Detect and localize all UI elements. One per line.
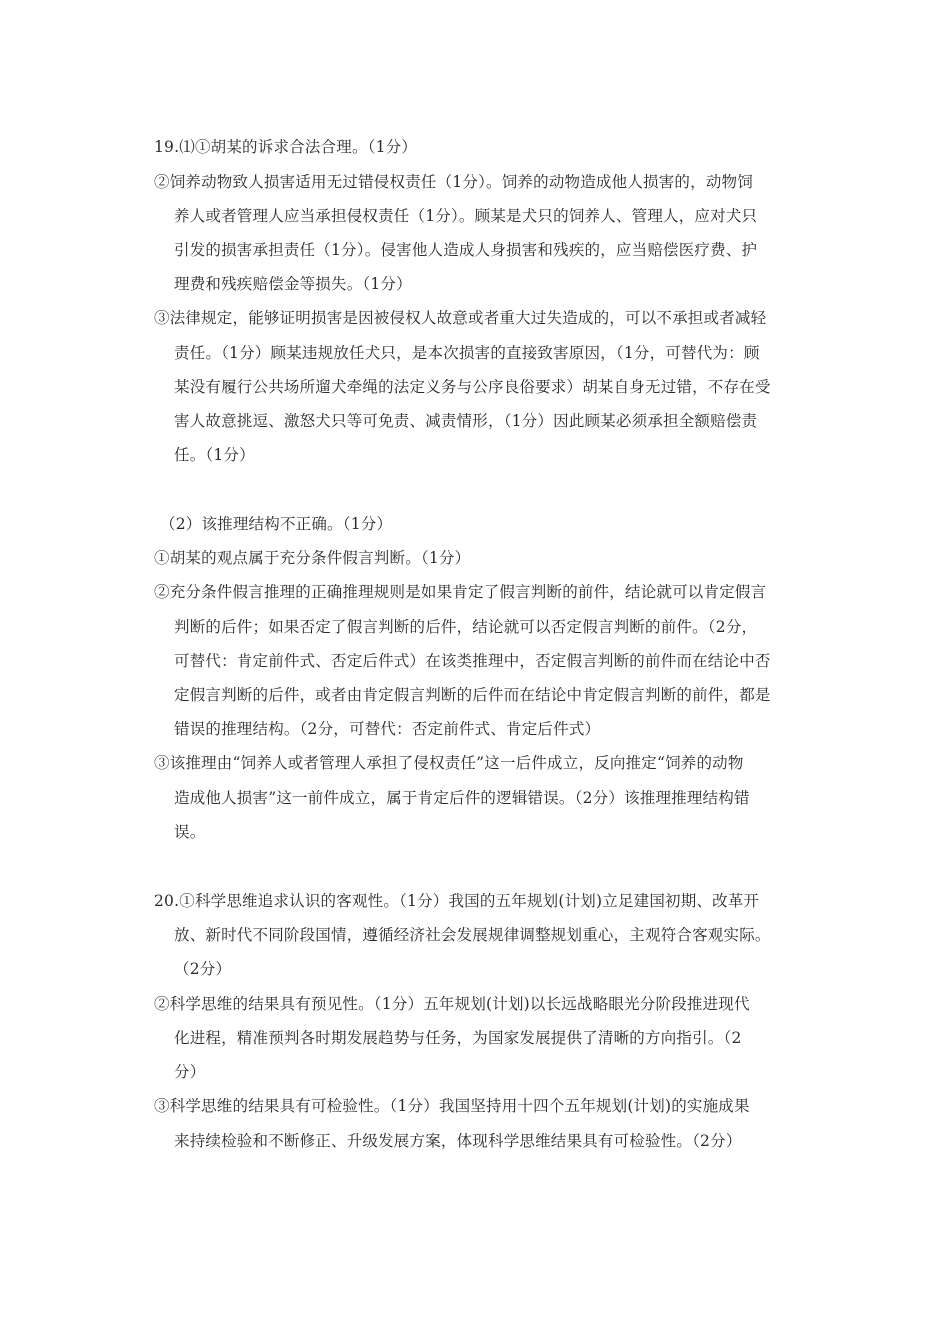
q19-p2-line-5: 可替代：肯定前件式、否定后件式）在该类推理中，否定假言判断的前件而在结论中否 bbox=[174, 652, 771, 670]
q19-p2-line-4: 判断的后件；如果否定了假言判断的后件，结论就可以否定假言判断的前件。（2分， bbox=[174, 618, 758, 636]
q19-p2-line-8: ③该推理由“饲养人或者管理人承担了侵权责任”这一后件成立，反向推定“饲养的动物 bbox=[154, 754, 744, 772]
q19-p2-line-7: 错误的推理结构。（2分，可替代：否定前件式、肯定后件式） bbox=[174, 720, 601, 738]
q19-p1-line-6: ③法律规定，能够证明损害是因被侵权人故意或者重大过失造成的，可以不承担或者减轻 bbox=[154, 309, 767, 327]
q20-line-1: 20.①科学思维追求认识的客观性。（1分）我国的五年规划(计划)立足建国初期、改革开 bbox=[154, 892, 760, 910]
q19-p2-line-10: 误。 bbox=[174, 823, 206, 841]
q20-line-4: ②科学思维的结果具有预见性。（1分）五年规划(计划)以长远战略眼光分阶段推进现代 bbox=[154, 995, 750, 1013]
q19-p2-line-2: ①胡某的观点属于充分条件假言判断。（1分） bbox=[154, 549, 471, 567]
q20-line-2: 放、新时代不同阶段国情，遵循经济社会发展规律调整规划重心，主观符合客观实际。 bbox=[174, 926, 771, 944]
q19-p2-line-6: 定假言判断的后件，或者由肯定假言判断的后件而在结论中肯定假言判断的前件，都是 bbox=[174, 686, 771, 704]
q20-line-5: 化进程，精准预判各时期发展趋势与任务，为国家发展提供了清晰的方向指引。（2 bbox=[174, 1029, 742, 1047]
q19-p1-line-4: 引发的损害承担责任（1分）。侵害他人造成人身损害和残疾的，应当赔偿医疗费、护 bbox=[174, 241, 758, 259]
q19-p2-line-1: （2）该推理结构不正确。（1分） bbox=[160, 515, 393, 533]
q19-p1-line-7: 责任。（1分）顾某违规放任犬只，是本次损害的直接致害原因，（1分，可替代为：顾 bbox=[174, 344, 760, 362]
q19-p1-line-9: 害人故意挑逗、激怒犬只等可免责、减责情形，（1分）因此顾某必须承担全额赔偿责 bbox=[174, 412, 758, 430]
q19-p2-line-3: ②充分条件假言推理的正确推理规则是如果肯定了假言判断的前件，结论就可以肯定假言 bbox=[154, 583, 767, 601]
q19-p1-line-5: 理费和残疾赔偿金等损失。（1分） bbox=[174, 275, 412, 293]
q19-p1-line-2: ②饲养动物致人损害适用无过错侵权责任（1分）。饲养的动物造成他人损害的，动物饲 bbox=[154, 173, 753, 191]
q20-line-8: 来持续检验和不断修正、升级发展方案，体现科学思维结果具有可检验性。（2分） bbox=[174, 1132, 742, 1150]
q19-p1-line-1: 19.⑴①胡某的诉求合法合理。（1分） bbox=[154, 138, 418, 156]
q19-p1-line-10: 任。（1分） bbox=[174, 446, 255, 464]
q19-p2-line-9: 造成他人损害”这一前件成立，属于肯定后件的逻辑错误。（2分）该推理推理结构错 bbox=[174, 789, 750, 807]
q20-line-6: 分） bbox=[174, 1063, 206, 1081]
q19-p1-line-3: 养人或者管理人应当承担侵权责任（1分）。顾某是犬只的饲养人、管理人，应对犬只 bbox=[174, 207, 758, 225]
q20-line-3: （2分） bbox=[174, 960, 232, 978]
q19-p1-line-8: 某没有履行公共场所遛犬牵绳的法定义务与公序良俗要求）胡某自身无过错，不存在受 bbox=[174, 378, 771, 396]
q20-line-7: ③科学思维的结果具有可检验性。（1分）我国坚持用十四个五年规划(计划)的实施成果 bbox=[154, 1097, 750, 1115]
